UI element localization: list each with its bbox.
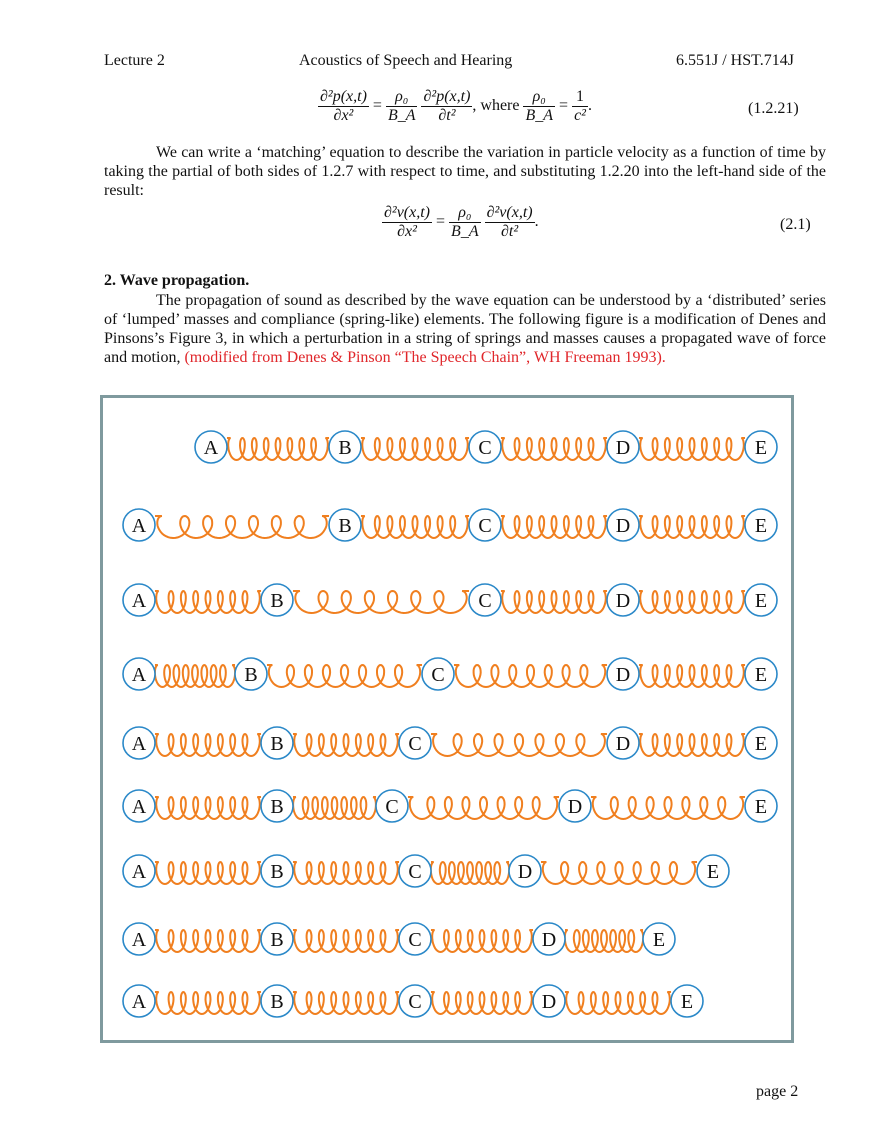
spring xyxy=(155,992,261,1014)
spring xyxy=(639,438,745,460)
spring-row-6 xyxy=(123,790,777,822)
spring xyxy=(293,992,399,1014)
header-lecture: Lecture 2 xyxy=(104,52,165,69)
mass-label: D xyxy=(517,861,533,883)
spring xyxy=(408,797,559,819)
mass-label: E xyxy=(754,796,768,818)
eq1-coef-den: B_A xyxy=(387,107,416,124)
spring xyxy=(155,516,329,538)
eq1-lhs-num: ∂²p(x,t) xyxy=(320,88,367,105)
spring xyxy=(227,438,329,460)
spring-row-4 xyxy=(123,658,777,690)
eq1-coef-num: ρ₀ xyxy=(386,88,418,107)
spring-mass-diagram xyxy=(103,398,797,1046)
eq2-rhs-num: ∂²v(x,t) xyxy=(486,204,533,221)
eq2-rhs-den: ∂t² xyxy=(501,223,519,240)
eq2-coef-num: ρ₀ xyxy=(449,204,481,223)
eq2-number: (2.1) xyxy=(780,216,811,233)
eq2-coef-den: B_A xyxy=(451,223,479,240)
eq1-end: . xyxy=(587,97,592,115)
mass-label: E xyxy=(754,437,768,459)
spring xyxy=(454,665,607,687)
mass-label: B xyxy=(270,861,284,883)
spring xyxy=(361,438,469,460)
mass-label: B xyxy=(270,991,284,1013)
spring xyxy=(293,797,376,819)
spring xyxy=(361,516,469,538)
eq1-lhs-den: ∂x² xyxy=(333,107,354,124)
mass-label: C xyxy=(431,664,445,686)
eq1-w-num: ρ₀ xyxy=(523,88,555,107)
eq2-end: . xyxy=(534,213,539,231)
mass-label: D xyxy=(615,664,631,686)
mass-label: D xyxy=(615,515,631,537)
spring xyxy=(639,665,745,687)
spring xyxy=(431,734,607,756)
spring xyxy=(431,930,533,952)
section-heading: 2. Wave propagation. xyxy=(104,272,250,289)
page-number: page 2 xyxy=(756,1083,799,1100)
eq1-w-equals: = xyxy=(559,97,569,115)
mass-label: C xyxy=(408,733,422,755)
spring-row-8 xyxy=(123,923,675,955)
spring-row-9 xyxy=(123,985,703,1017)
header-title: Acoustics of Speech and Hearing xyxy=(299,52,513,69)
spring xyxy=(267,665,422,687)
mass-label: C xyxy=(408,991,422,1013)
paragraph-2 xyxy=(104,291,826,367)
mass-label: A xyxy=(131,733,147,755)
eq1-where: , where xyxy=(472,97,520,115)
mass-label: D xyxy=(615,590,631,612)
mass-label: D xyxy=(541,991,557,1013)
spring xyxy=(155,930,261,952)
spring-row-1 xyxy=(195,431,777,463)
mass-label: A xyxy=(131,796,147,818)
spring xyxy=(155,862,261,884)
mass-label: C xyxy=(385,796,399,818)
mass-label: A xyxy=(131,991,147,1013)
spring xyxy=(639,516,745,538)
spring xyxy=(431,862,509,884)
eq1-rhs-num: ∂²p(x,t) xyxy=(423,88,471,105)
mass-label: B xyxy=(338,515,352,537)
spring xyxy=(293,862,399,884)
mass-label: D xyxy=(541,929,557,951)
mass-label: E xyxy=(680,991,694,1013)
paragraph-1 xyxy=(104,143,826,200)
mass-label: E xyxy=(754,590,768,612)
mass-label: E xyxy=(754,733,768,755)
eq1-c-num: 1 xyxy=(572,88,588,107)
spring xyxy=(501,438,607,460)
spring-mass-figure xyxy=(100,395,794,1043)
spring xyxy=(639,734,745,756)
mass-label: C xyxy=(408,861,422,883)
eq1-equals: = xyxy=(372,97,382,115)
eq2-equals: = xyxy=(436,213,446,231)
header-course: 6.551J / HST.714J xyxy=(676,52,794,69)
spring xyxy=(431,992,533,1014)
mass-label: B xyxy=(270,796,284,818)
mass-label: E xyxy=(754,664,768,686)
spring xyxy=(155,591,261,613)
spring xyxy=(541,862,697,884)
mass-label: C xyxy=(478,437,492,459)
paragraph-2-text: The propagation of sound as described by the wave equation can be understood by a ‘distributed’ series of ‘lumped’ masses and compliance (spring-like) elements. The following figure is a modification of Denes and Pinsons’s Figure 3, in which a perturbation in a string of springs and masses causes a propagated wave of force and motion, xyxy=(104,292,826,366)
mass-label: E xyxy=(652,929,666,951)
mass-label: B xyxy=(270,929,284,951)
eq1-w-den: B_A xyxy=(525,107,554,124)
mass-label: D xyxy=(615,733,631,755)
mass-label: D xyxy=(615,437,631,459)
spring xyxy=(501,591,607,613)
spring xyxy=(639,591,745,613)
mass-label: B xyxy=(270,733,284,755)
mass-label: A xyxy=(131,929,147,951)
spring xyxy=(155,734,261,756)
spring-row-3 xyxy=(123,584,777,616)
spring xyxy=(565,992,671,1014)
spring xyxy=(293,930,399,952)
eq1-rhs-den: ∂t² xyxy=(438,107,456,124)
paragraph-1-text: We can write a ‘matching’ equation to describe the variation in particle velocity as a function of time by taking the partial of both sides of 1.2.7 with respect to time, and substituting 1.2.20 into the left-hand side of the result: xyxy=(104,144,826,199)
mass-label: C xyxy=(408,929,422,951)
mass-label: E xyxy=(754,515,768,537)
spring-row-2 xyxy=(123,509,777,541)
mass-label: A xyxy=(131,515,147,537)
spring-row-5 xyxy=(123,727,777,759)
mass-label: B xyxy=(270,590,284,612)
eq1-c-den: c² xyxy=(574,107,586,124)
mass-label: A xyxy=(131,590,147,612)
mass-label: B xyxy=(244,664,258,686)
spring xyxy=(293,734,399,756)
mass-label: A xyxy=(131,861,147,883)
spring xyxy=(591,797,745,819)
spring xyxy=(293,591,469,613)
mass-label: E xyxy=(706,861,720,883)
mass-label: A xyxy=(203,437,219,459)
spring xyxy=(155,797,261,819)
spring-row-7 xyxy=(123,855,729,887)
equation-1-2-21 xyxy=(318,88,592,125)
spring xyxy=(565,930,643,952)
mass-label: C xyxy=(478,590,492,612)
eq1-number: (1.2.21) xyxy=(748,100,799,117)
mass-label: B xyxy=(338,437,352,459)
mass-label: C xyxy=(478,515,492,537)
eq2-lhs-num: ∂²v(x,t) xyxy=(384,204,431,221)
mass-label: A xyxy=(131,664,147,686)
eq2-lhs-den: ∂x² xyxy=(397,223,417,240)
spring xyxy=(155,665,235,687)
spring xyxy=(501,516,607,538)
equation-2-1 xyxy=(382,204,539,241)
mass-label: D xyxy=(567,796,583,818)
citation: (modified from Denes & Pinson “The Speech Chain”, WH Freeman 1993). xyxy=(184,349,666,366)
